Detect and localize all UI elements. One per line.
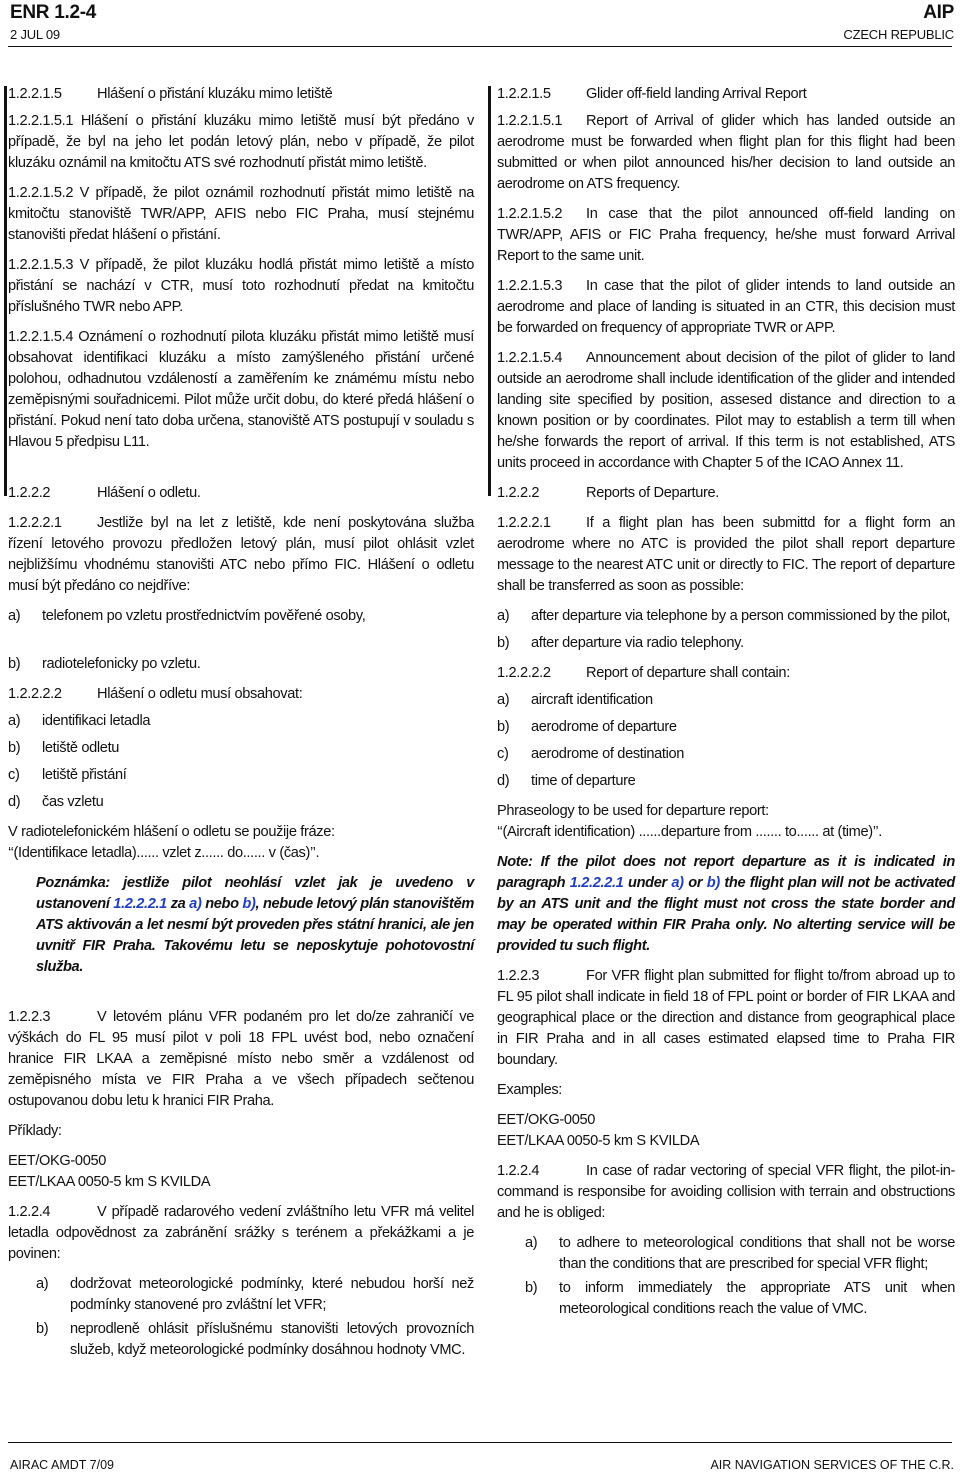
list-item: d) čas vzletu [8, 794, 104, 810]
english-column [497, 84, 955, 1320]
paragraph: 1.2.2.2.1 Jestliže byl na let z letiště, kde není poskytována služba řízení letového provozu předložen letový plán, musí pilot ohlásit vzlet nejbližšímu vhodnému stanovišti ATC nebo přímo FIC. Hlášení o odletu musí být předáno co nejdříve: [8, 515, 474, 594]
czech-column [8, 84, 474, 1361]
page-header-left [10, 2, 96, 42]
page-header-right [843, 2, 954, 42]
country-name: CZECH REPUBLIC [843, 27, 954, 42]
phraseology-intro: Phraseology to be used for departure report: [497, 803, 769, 819]
paragraph: 1.2.2.1.5.3 V případě, že pilot kluzáku hodlá přistát mimo letiště a místo přistání se nachází v CTR, musí toto rozhodnutí předat na kmitočtu příslušného TWR nebo APP. [8, 257, 474, 315]
phraseology-text: ‘‘(Aircraft identification) ......departure from ....... to...... at (time)’’. [497, 824, 882, 840]
paragraph: 1.2.2.2.2 Hlášení o odletu musí obsahovat: [8, 686, 303, 702]
examples-label: Příklady: [8, 1123, 62, 1139]
list-item: b) after departure via radio telephony. [497, 635, 744, 651]
footer-divider [8, 1442, 952, 1443]
paragraph: 1.2.2.1.5.4 Oznámení o rozhodnutí pilota kluzáku přistát mimo letiště musí obsahovat identifikaci kluzáku a místo zamýšleného přistání určené polohou, odhadnutou vzdáleností a zaměřením ke známému místu nebo zeměpisnými souřadnicemi. Pilot může určit dobu, do které předá hlášení o přistání. Pokud není tato doba určena, stanoviště ATS postupují v souladu s Hlavou 5 předpisu L11. [8, 329, 474, 450]
paragraph: 1.2.2.2.1 If a flight plan has been submittd for a flight form an aerodrome where no ATC is provided the pilot shall report departure message to the nearest ATC unit or directly to FIC. The report of departure shall be transferred as soon as possible: [497, 515, 955, 594]
list-item: b) radiotelefonicky po vzletu. [8, 656, 201, 672]
example-line: EET/OKG-0050 [8, 1153, 106, 1169]
header-divider [8, 46, 952, 47]
effective-date: 2 JUL 09 [10, 27, 60, 42]
paragraph: 1.2.2.1.5.2 In case that the pilot announced off-field landing on TWR/APP, AFIS or FIC Praha frequency, he/she must forward Arrival Report to the same unit. [497, 206, 955, 264]
list-item: a) identifikaci letadla [8, 713, 151, 729]
list-item: b) letiště odletu [8, 740, 120, 756]
list-item: a) telefonem po vzletu prostřednictvím pověřené osoby, [8, 608, 366, 624]
publication-name: AIP [923, 2, 954, 23]
paragraph: 1.2.2.1.5.2 V případě, že pilot oznámil rozhodnutí přistát mimo letiště na kmitočtu stanoviště TWR/APP, AFIS nebo FIC Praha, musí stejnému stanovišti předat hlášení o přistání. [8, 185, 474, 243]
list-item: d) time of departure [497, 773, 636, 789]
note-reference-link[interactable]: 1.2.2.2.1 [569, 875, 624, 891]
phraseology-intro: V radiotelefonickém hlášení o odletu se použije fráze: [8, 824, 335, 840]
note-reference-link[interactable]: a) [671, 875, 684, 891]
note-reference-link[interactable]: a) [189, 896, 202, 912]
note: Note: If the pilot does not report departure as it is indicated in paragraph 1.2.2.2.1 under a) or b) the flight plan will not be activated by an ATS unit and the flight must not cross the state border and may be operated within FIR Praha only. No alterting service will be provided tu such flight. [497, 854, 955, 954]
list-item: a) to adhere to meteorological conditions that shall not be worse than the conditions that are prescribed for special VFR flight; [525, 1235, 955, 1272]
list-item: c) letiště přistání [8, 767, 127, 783]
list-item: b) neprodleně ohlásit příslušnému stanovišti letových provozních služeb, když meteorologické podmínky dosáhnou hodnoty VMC. [36, 1321, 474, 1358]
list-item: b) aerodrome of departure [497, 719, 677, 735]
note-reference-link[interactable]: 1.2.2.2.1 [113, 896, 167, 912]
paragraph: 1.2.2.2.2 Report of departure shall contain: [497, 665, 790, 681]
paragraph: 1.2.2.1.5.1 Hlášení o přistání kluzáku mimo letiště musí být předáno v případě, že byl na jeho let podán letový plán, nebo v případě, že pilot kluzáku oznámil na kmitočtu ATS své rozhodnutí přistát mimo letiště. [8, 113, 474, 171]
change-bar-right [488, 86, 491, 496]
section-heading: 1.2.2.2 Hlášení o odletu. [8, 485, 201, 501]
example-line: EET/LKAA 0050-5 km S KVILDA [497, 1133, 700, 1149]
section-heading: 1.2.2.1.5 Glider off-field landing Arrival Report [497, 86, 807, 102]
amendment-label: AIRAC AMDT 7/09 [10, 1458, 114, 1472]
examples-label: Examples: [497, 1082, 562, 1098]
note-reference-link[interactable]: b) [242, 896, 256, 912]
note: Poznámka: jestliže pilot neohlásí vzlet jak je uvedeno v ustanovení 1.2.2.2.1 za a) nebo b), nebude letový plán stanovištěm ATS aktivován a let nesmí být proveden přes státní hranici, ale jen uvnitř FIR Praha. Takovému letu se neposkytuje pohotovostní služba. [36, 875, 474, 975]
section-heading: 1.2.2.1.5 Hlášení o přistání kluzáku mimo letiště [8, 86, 333, 102]
note-reference-link[interactable]: b) [706, 875, 720, 891]
example-line: EET/OKG-0050 [497, 1112, 595, 1128]
paragraph: 1.2.2.1.5.3 In case that the pilot of glider intends to land outside an aerodrome and place of landing is situated in an CTR, this decision must be forwarded on frequency of appropriate TWR or APP. [497, 278, 955, 336]
section-heading: 1.2.2.2 Reports of Departure. [497, 485, 719, 501]
list-item: b) to inform immediately the appropriate ATS unit when meteorological conditions reach the value of VMC. [525, 1280, 955, 1317]
phraseology-text: ‘‘(Identifikace letadla)...... vzlet z...... do...... v (čas)’’. [8, 845, 320, 861]
paragraph: 1.2.2.4 V případě radarového vedení zvláštního letu VFR má velitel letadla odpovědnost za zabránění srážky s terénem a překážkami a je povinen: [8, 1204, 474, 1262]
list-item: a) aircraft identification [497, 692, 653, 708]
paragraph: 1.2.2.3 For VFR flight plan submitted for flight to/from abroad up to FL 95 pilot shall indicate in field 18 of FPL point or border of FIR LKAA and geographical place or the direction and distance from geographical place in FIR Praha and in all cases estimated elapsed time to Praha FIR boundary. [497, 968, 955, 1068]
paragraph: 1.2.2.1.5.4 Announcement about decision of the pilot of glider to land outside an aerodrome shall include identification of the glider and intended landing site specified by position, assesed distance and direction to a known position or by coordinates. Pilot may to establish a term till when he/she forwards the report of arrival. If this term is not established, ATS units proceed in accordance with Chapter 5 of the ICAO Annex 11. [497, 350, 955, 471]
paragraph: 1.2.2.3 V letovém plánu VFR podaném pro let do/ze zahraničí ve výškách do FL 95 musí pilot v poli 18 FPL uvést bod, nebo označení hranice FIR LKAA a zeměpisné místo nebo směr a vzdálenost od zeměpisného místa ve FIR Praha a ve všech případech sečtenou ostupovanou dobu letu k hranici FIR Praha. [8, 1009, 474, 1109]
document-code: ENR 1.2-4 [10, 2, 97, 23]
example-line: EET/LKAA 0050-5 km S KVILDA [8, 1174, 211, 1190]
paragraph: 1.2.2.1.5.1 Report of Arrival of glider which has landed outside an aerodrome must be forwarded when flight plan for this flight had been submitted or when pilot announced his/her decision to land outside an aerodrome on ATS frequency. [497, 113, 955, 192]
list-item: c) aerodrome of destination [497, 746, 685, 762]
publisher-label: AIR NAVIGATION SERVICES OF THE C.R. [710, 1458, 954, 1472]
paragraph: 1.2.2.4 In case of radar vectoring of special VFR flight, the pilot-in-command is responsibe for avoiding collision with terrain and obstructions and he is obliged: [497, 1163, 955, 1221]
list-item: a) after departure via telephone by a person commissioned by the pilot, [497, 608, 951, 624]
change-bar-left [4, 86, 7, 496]
list-item: a) dodržovat meteorologické podmínky, které nebudou horší než podmínky stanovené pro zvláštní let VFR; [36, 1276, 474, 1313]
